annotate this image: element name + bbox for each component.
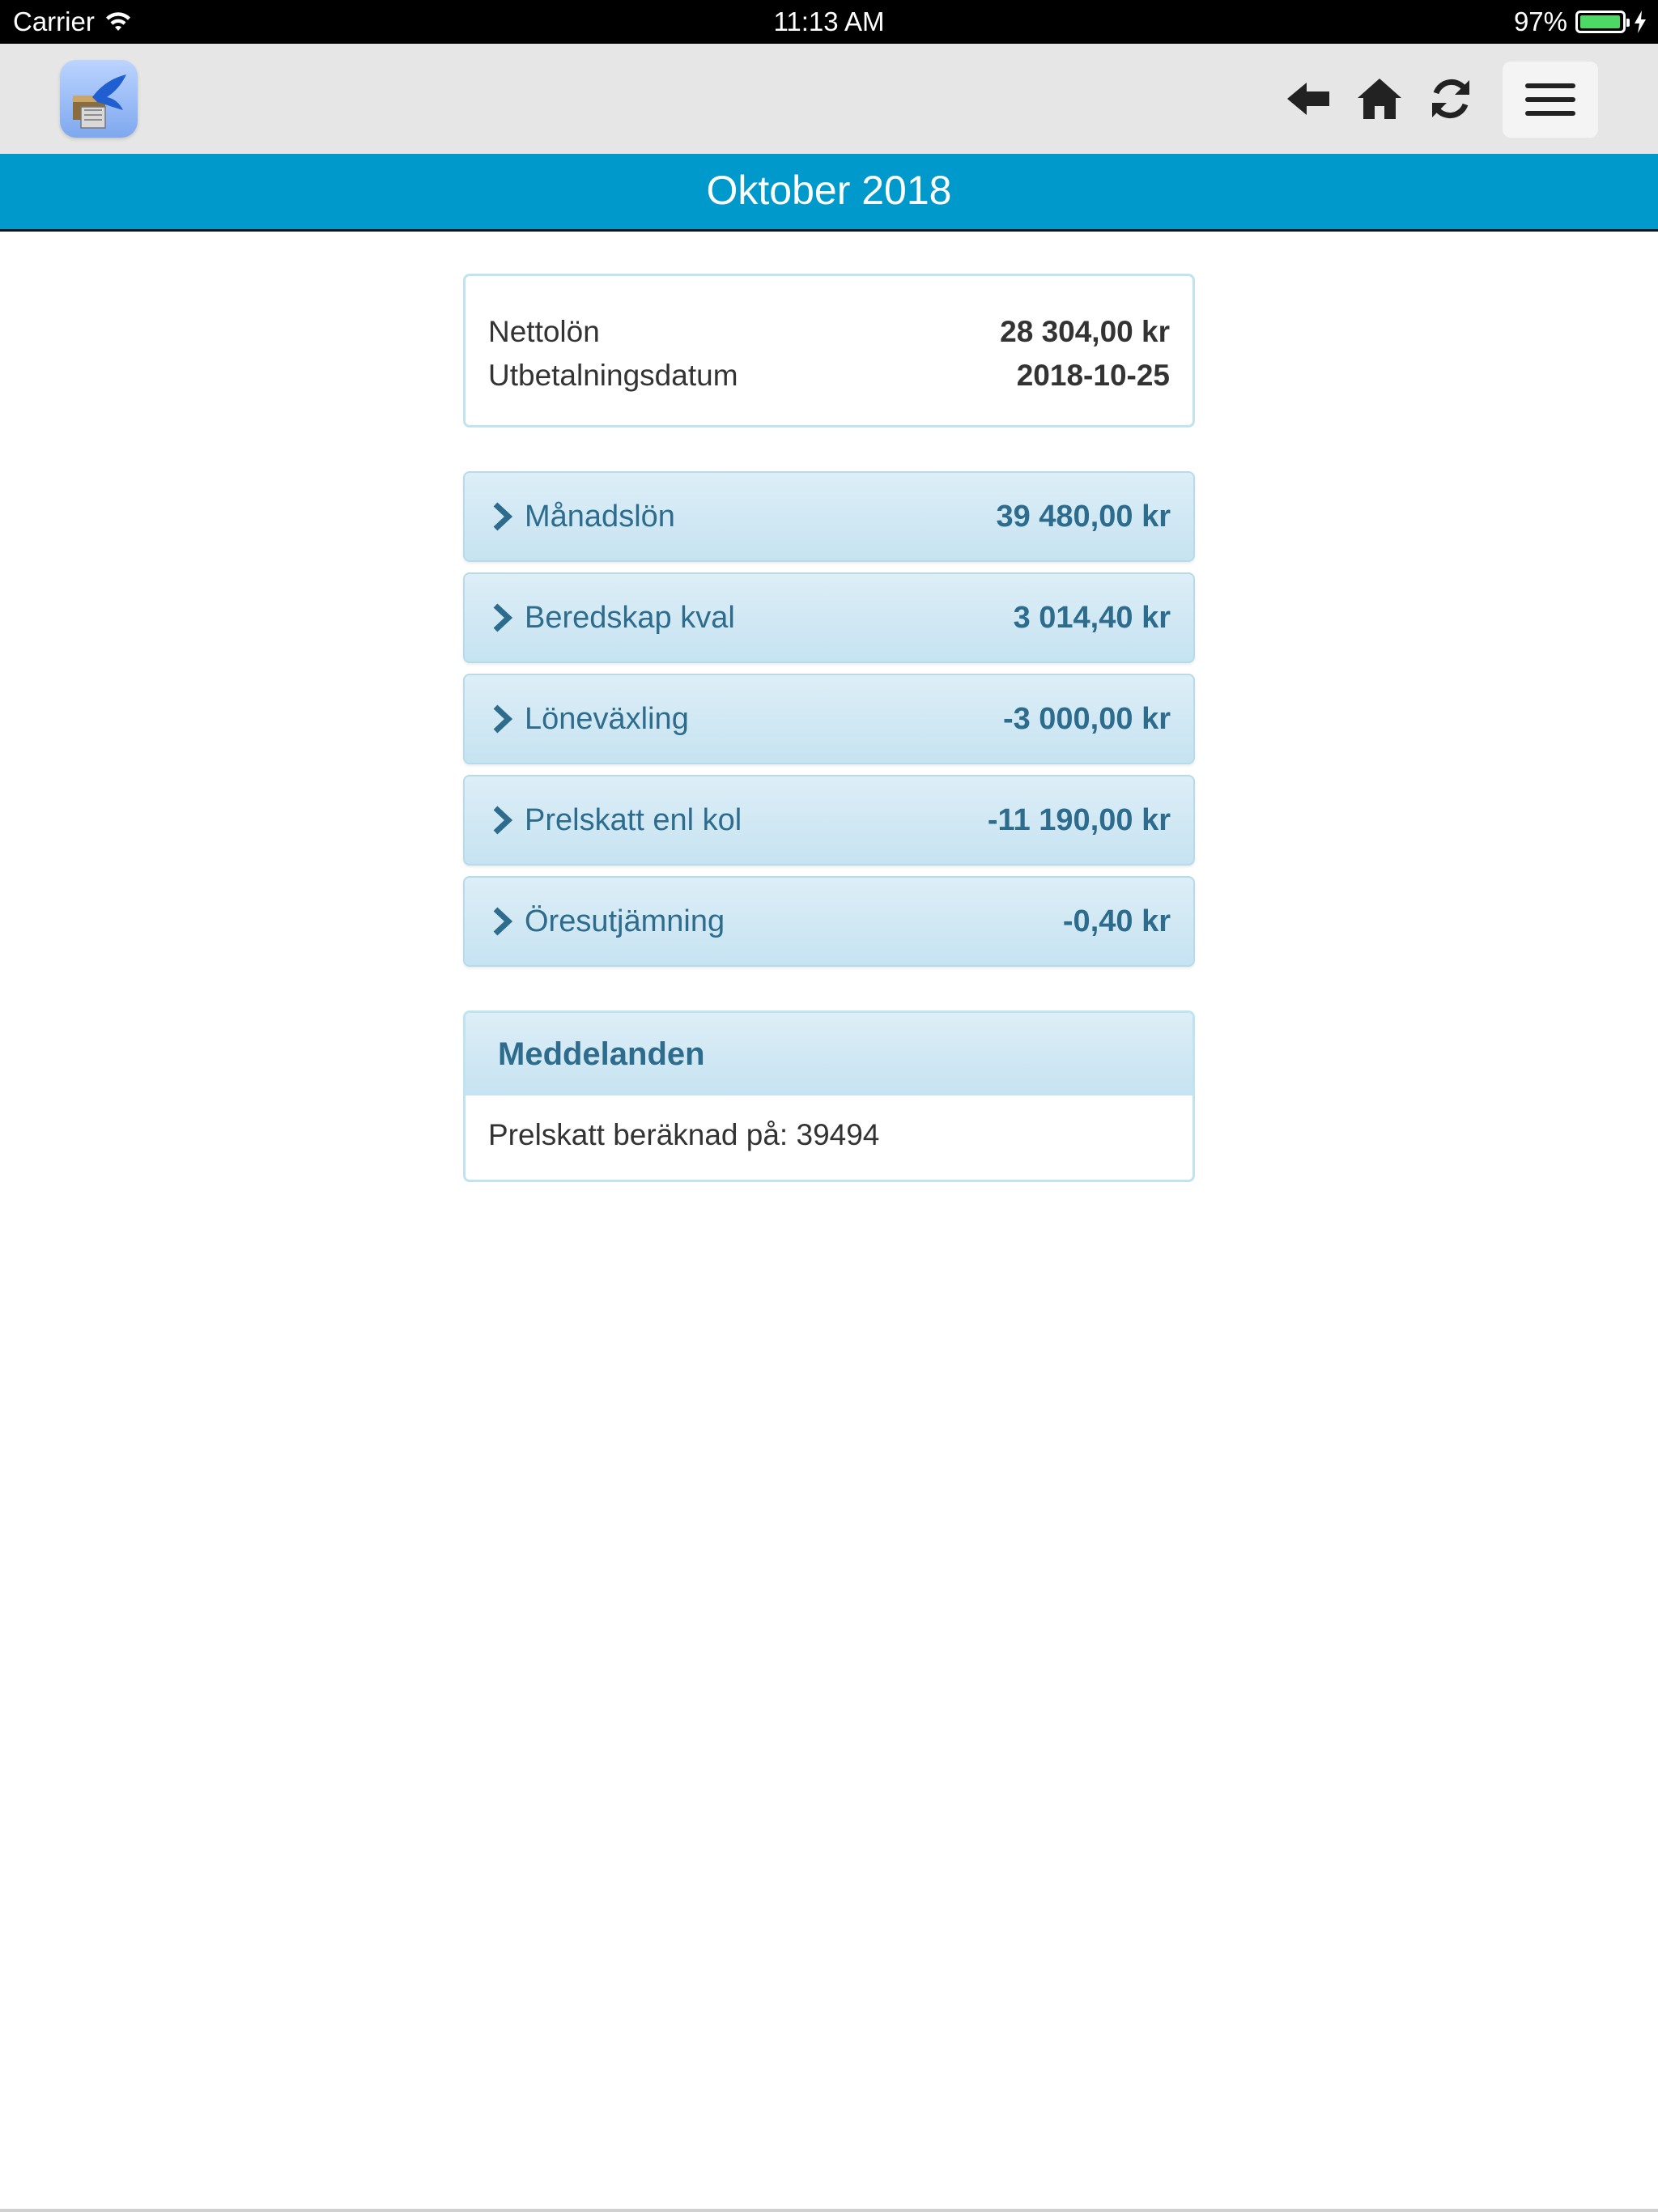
carrier-label: Carrier	[13, 6, 95, 36]
summary-value: 2018-10-25	[1016, 359, 1170, 392]
summary-row-net-pay	[488, 310, 1170, 354]
menu-button[interactable]	[1503, 62, 1598, 138]
chevron-right-icon	[492, 602, 513, 633]
salary-item-prelskatt[interactable]	[463, 775, 1195, 866]
chevron-right-icon	[492, 906, 513, 937]
salary-item-lonevaxling[interactable]	[463, 674, 1195, 764]
summary-row-payment-date	[488, 354, 1170, 398]
battery-level-fill	[1580, 15, 1620, 28]
salary-item-manadslon[interactable]	[463, 471, 1195, 562]
salary-item-amount: -3 000,00 kr	[1002, 701, 1171, 736]
salary-item-label: Månadslön	[525, 499, 675, 534]
salary-item-label: Öresutjämning	[525, 904, 725, 938]
salary-item-amount: -0,40 kr	[1062, 904, 1171, 938]
chevron-right-icon	[492, 805, 513, 836]
salary-item-oresutjamning[interactable]	[463, 876, 1195, 967]
refresh-icon	[1429, 77, 1473, 121]
salary-items-list	[463, 471, 1195, 977]
home-button[interactable]	[1349, 68, 1410, 130]
clock: 11:13 AM	[773, 6, 885, 36]
messages-panel	[463, 1010, 1195, 1182]
app-logo-icon[interactable]	[60, 60, 138, 138]
message-text: Prelskatt beräknad på: 39494	[488, 1118, 880, 1151]
refresh-button[interactable]	[1420, 68, 1482, 130]
app-toolbar	[0, 44, 1658, 154]
salary-item-amount: 3 014,40 kr	[1013, 600, 1171, 635]
bottom-divider	[0, 2209, 1658, 2212]
salary-item-label: Löneväxling	[525, 701, 689, 736]
battery-icon	[1575, 11, 1626, 33]
battery-status	[1514, 6, 1647, 37]
summary-label: Nettolön	[488, 315, 600, 348]
salary-item-label: Beredskap kval	[525, 600, 735, 635]
page-title: Oktober 2018	[0, 154, 1658, 232]
home-icon	[1356, 77, 1403, 121]
summary-value: 28 304,00 kr	[1000, 315, 1170, 348]
salary-item-label: Prelskatt enl kol	[525, 802, 742, 837]
charging-bolt-icon	[1634, 11, 1647, 33]
summary-label: Utbetalningsdatum	[488, 359, 738, 392]
salary-item-amount: -11 190,00 kr	[987, 802, 1171, 837]
chevron-right-icon	[492, 704, 513, 734]
salary-summary-card	[463, 274, 1195, 428]
hamburger-menu-icon	[1525, 83, 1575, 88]
salary-item-amount: 39 480,00 kr	[996, 499, 1171, 534]
salary-item-beredskap-kval[interactable]	[463, 572, 1195, 663]
arrow-left-icon	[1286, 79, 1331, 118]
battery-percent: 97%	[1513, 6, 1567, 36]
back-button[interactable]	[1278, 68, 1339, 130]
messages-heading: Meddelanden	[466, 1013, 1192, 1095]
chevron-right-icon	[492, 501, 513, 532]
status-bar	[0, 0, 1658, 44]
